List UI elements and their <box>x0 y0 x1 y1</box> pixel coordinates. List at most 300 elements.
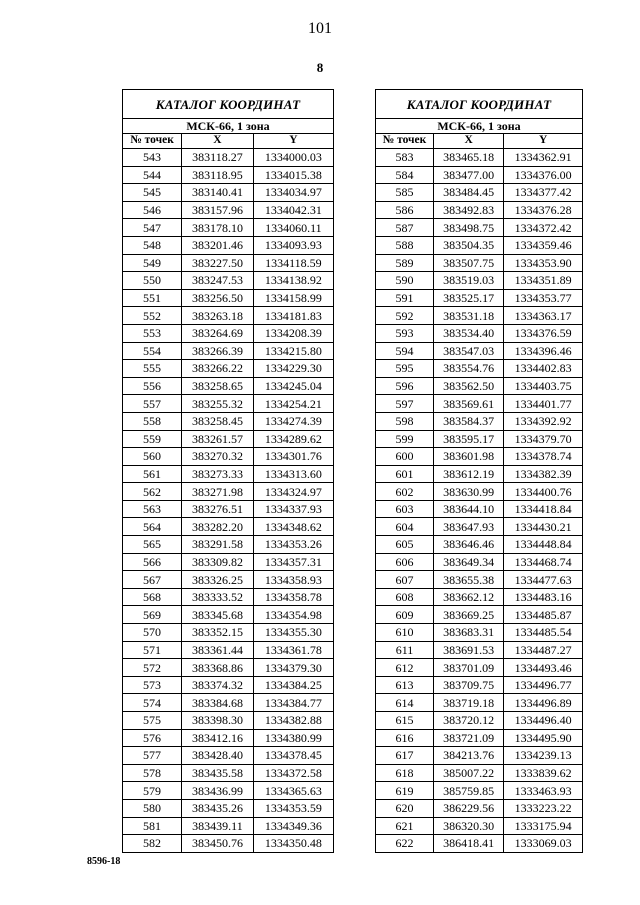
y-coordinate-cell: 1334118.59 <box>253 254 333 272</box>
y-coordinate-cell: 1334274.39 <box>253 412 333 430</box>
y-coordinate-cell: 1334337.93 <box>253 500 333 518</box>
point-number-cell: 599 <box>376 430 434 448</box>
point-number-cell: 560 <box>123 448 182 466</box>
x-coordinate-cell: 383721.09 <box>433 729 503 747</box>
x-coordinate-cell: 383554.76 <box>433 360 503 378</box>
point-number-cell: 607 <box>376 571 434 589</box>
table-row <box>376 360 583 378</box>
y-coordinate-cell: 1334418.84 <box>504 500 583 518</box>
point-number-cell: 604 <box>376 518 434 536</box>
table-row <box>123 412 334 430</box>
point-number-cell: 552 <box>123 307 182 325</box>
point-number-cell: 614 <box>376 694 434 712</box>
table-row <box>123 817 334 835</box>
y-coordinate-cell: 1334401.77 <box>504 395 583 413</box>
x-coordinate-cell: 383428.40 <box>182 747 254 765</box>
y-coordinate-cell: 1334379.70 <box>504 430 583 448</box>
table-row <box>123 430 334 448</box>
table-row <box>123 201 334 219</box>
table-row <box>123 465 334 483</box>
x-coordinate-cell: 383227.50 <box>182 254 254 272</box>
point-number-cell: 562 <box>123 483 182 501</box>
table-row <box>123 219 334 237</box>
x-coordinate-cell: 383258.45 <box>182 412 254 430</box>
y-coordinate-cell: 1334487.27 <box>504 641 583 659</box>
y-coordinate-cell: 1334403.75 <box>504 377 583 395</box>
table-row <box>123 166 334 184</box>
point-number-cell: 558 <box>123 412 182 430</box>
table-row <box>123 536 334 554</box>
table-row <box>376 377 583 395</box>
point-number-cell: 590 <box>376 272 434 290</box>
point-number-cell: 609 <box>376 606 434 624</box>
y-coordinate-cell: 1334430.21 <box>504 518 583 536</box>
y-coordinate-cell: 1334396.46 <box>504 342 583 360</box>
x-coordinate-cell: 383398.30 <box>182 712 254 730</box>
y-coordinate-cell: 1334485.54 <box>504 624 583 642</box>
x-coordinate-cell: 383492.83 <box>433 201 503 219</box>
x-coordinate-cell: 383118.27 <box>182 149 254 167</box>
x-coordinate-cell: 383256.50 <box>182 289 254 307</box>
y-coordinate-cell: 1334392.92 <box>504 412 583 430</box>
y-coordinate-cell: 1334093.93 <box>253 236 333 254</box>
y-coordinate-cell: 1334158.99 <box>253 289 333 307</box>
y-coordinate-cell: 1334496.77 <box>504 676 583 694</box>
x-coordinate-cell: 383255.32 <box>182 395 254 413</box>
y-coordinate-cell: 1334015.38 <box>253 166 333 184</box>
catalog-title: КАТАЛОГ КООРДИНАТ <box>376 90 583 119</box>
y-coordinate-cell: 1334379.30 <box>253 659 333 677</box>
y-coordinate-cell: 1334362.91 <box>504 149 583 167</box>
point-number-cell: 580 <box>123 799 182 817</box>
table-row <box>123 729 334 747</box>
table-row <box>376 676 583 694</box>
table-row <box>123 641 334 659</box>
table-row <box>376 272 583 290</box>
point-number-cell: 555 <box>123 360 182 378</box>
point-number-cell: 619 <box>376 782 434 800</box>
x-coordinate-cell: 383345.68 <box>182 606 254 624</box>
point-number-cell: 617 <box>376 747 434 765</box>
x-coordinate-cell: 383271.98 <box>182 483 254 501</box>
x-coordinate-cell: 383266.39 <box>182 342 254 360</box>
x-coordinate-cell: 383178.10 <box>182 219 254 237</box>
x-coordinate-cell: 384213.76 <box>433 747 503 765</box>
table-row <box>376 412 583 430</box>
y-coordinate-cell: 1334495.90 <box>504 729 583 747</box>
y-coordinate-cell: 1334353.90 <box>504 254 583 272</box>
table-row <box>376 817 583 835</box>
x-coordinate-cell: 383601.98 <box>433 448 503 466</box>
point-number-cell: 610 <box>376 624 434 642</box>
x-coordinate-cell: 383547.03 <box>433 342 503 360</box>
point-number-cell: 611 <box>376 641 434 659</box>
point-number-cell: 579 <box>123 782 182 800</box>
y-coordinate-cell: 1334384.25 <box>253 676 333 694</box>
table-row <box>376 694 583 712</box>
x-coordinate-cell: 383247.53 <box>182 272 254 290</box>
table-row <box>123 835 334 853</box>
x-coordinate-cell: 383477.00 <box>433 166 503 184</box>
y-coordinate-cell: 1334357.31 <box>253 553 333 571</box>
y-coordinate-cell: 1334239.13 <box>504 747 583 765</box>
table-row <box>123 571 334 589</box>
point-number-cell: 592 <box>376 307 434 325</box>
x-coordinate-cell: 383647.93 <box>433 518 503 536</box>
table-row <box>376 342 583 360</box>
table-row <box>376 254 583 272</box>
x-coordinate-cell: 383669.25 <box>433 606 503 624</box>
point-number-cell: 551 <box>123 289 182 307</box>
table-row <box>123 377 334 395</box>
x-coordinate-cell: 383498.75 <box>433 219 503 237</box>
x-coordinate-cell: 383333.52 <box>182 588 254 606</box>
y-coordinate-cell: 1334353.77 <box>504 289 583 307</box>
point-number-cell: 603 <box>376 500 434 518</box>
y-coordinate-cell: 1334402.83 <box>504 360 583 378</box>
table-row <box>376 712 583 730</box>
y-coordinate-cell: 1334380.99 <box>253 729 333 747</box>
y-coordinate-cell: 1334468.74 <box>504 553 583 571</box>
point-number-cell: 559 <box>123 430 182 448</box>
table-row <box>123 149 334 167</box>
y-coordinate-cell: 1334138.92 <box>253 272 333 290</box>
x-coordinate-cell: 383484.45 <box>433 184 503 202</box>
table-row <box>376 624 583 642</box>
table-row <box>123 500 334 518</box>
x-coordinate-cell: 383450.76 <box>182 835 254 853</box>
point-number-cell: 591 <box>376 289 434 307</box>
point-number-cell: 595 <box>376 360 434 378</box>
table-row <box>123 236 334 254</box>
y-coordinate-cell: 1334363.17 <box>504 307 583 325</box>
point-number-cell: 572 <box>123 659 182 677</box>
x-coordinate-cell: 383584.37 <box>433 412 503 430</box>
y-coordinate-cell: 1334358.93 <box>253 571 333 589</box>
table-row <box>123 606 334 624</box>
table-row <box>123 676 334 694</box>
y-coordinate-cell: 1334496.89 <box>504 694 583 712</box>
x-coordinate-cell: 383263.18 <box>182 307 254 325</box>
x-coordinate-cell: 383276.51 <box>182 500 254 518</box>
point-number-cell: 561 <box>123 465 182 483</box>
point-number-cell: 616 <box>376 729 434 747</box>
point-number-cell: 573 <box>123 676 182 694</box>
point-number-cell: 581 <box>123 817 182 835</box>
table-row <box>376 659 583 677</box>
y-coordinate-cell: 1334448.84 <box>504 536 583 554</box>
x-coordinate-cell: 386418.41 <box>433 835 503 853</box>
table-row <box>376 149 583 167</box>
table-row <box>376 236 583 254</box>
y-coordinate-cell: 1334376.00 <box>504 166 583 184</box>
table-row <box>376 430 583 448</box>
x-coordinate-cell: 383683.31 <box>433 624 503 642</box>
point-number-cell: 582 <box>123 835 182 853</box>
x-coordinate-cell: 383412.16 <box>182 729 254 747</box>
table-row <box>123 747 334 765</box>
y-coordinate-cell: 1334382.88 <box>253 712 333 730</box>
table-body <box>376 149 583 853</box>
x-coordinate-cell: 383326.25 <box>182 571 254 589</box>
point-number-cell: 615 <box>376 712 434 730</box>
point-number-cell: 568 <box>123 588 182 606</box>
y-coordinate-cell: 1333223.22 <box>504 799 583 817</box>
table-row <box>123 342 334 360</box>
coordinate-catalog-table-right <box>375 89 583 853</box>
x-coordinate-cell: 383118.95 <box>182 166 254 184</box>
point-number-cell: 601 <box>376 465 434 483</box>
y-coordinate-cell: 1334377.42 <box>504 184 583 202</box>
point-number-cell: 546 <box>123 201 182 219</box>
x-coordinate-cell: 386320.30 <box>433 817 503 835</box>
table-row <box>376 536 583 554</box>
point-number-cell: 544 <box>123 166 182 184</box>
table-row <box>123 518 334 536</box>
x-coordinate-cell: 383435.26 <box>182 799 254 817</box>
point-number-cell: 589 <box>376 254 434 272</box>
y-coordinate-cell: 1334376.28 <box>504 201 583 219</box>
point-number-cell: 594 <box>376 342 434 360</box>
column-header-point-number: № точек <box>376 134 434 149</box>
x-coordinate-cell: 383368.86 <box>182 659 254 677</box>
y-coordinate-cell: 1334372.58 <box>253 764 333 782</box>
page-number: 101 <box>308 20 332 37</box>
table-row <box>123 764 334 782</box>
table-row <box>123 448 334 466</box>
x-coordinate-cell: 383531.18 <box>433 307 503 325</box>
column-header-point-number: № точек <box>123 134 182 149</box>
x-coordinate-cell: 383361.44 <box>182 641 254 659</box>
table-row <box>376 483 583 501</box>
x-coordinate-cell: 383273.33 <box>182 465 254 483</box>
table-row <box>376 764 583 782</box>
table-row <box>376 729 583 747</box>
point-number-cell: 570 <box>123 624 182 642</box>
y-coordinate-cell: 1334000.03 <box>253 149 333 167</box>
y-coordinate-cell: 1334376.59 <box>504 324 583 342</box>
point-number-cell: 549 <box>123 254 182 272</box>
table-row <box>376 799 583 817</box>
point-number-cell: 557 <box>123 395 182 413</box>
x-coordinate-cell: 386229.56 <box>433 799 503 817</box>
x-coordinate-cell: 383691.53 <box>433 641 503 659</box>
column-header-y: Y <box>504 134 583 149</box>
column-header-y: Y <box>253 134 333 149</box>
point-number-cell: 620 <box>376 799 434 817</box>
point-number-cell: 612 <box>376 659 434 677</box>
x-coordinate-cell: 383266.22 <box>182 360 254 378</box>
point-number-cell: 567 <box>123 571 182 589</box>
x-coordinate-cell: 383630.99 <box>433 483 503 501</box>
point-number-cell: 576 <box>123 729 182 747</box>
x-coordinate-cell: 383719.18 <box>433 694 503 712</box>
y-coordinate-cell: 1334378.45 <box>253 747 333 765</box>
point-number-cell: 550 <box>123 272 182 290</box>
y-coordinate-cell: 1333839.62 <box>504 764 583 782</box>
table-row <box>123 289 334 307</box>
y-coordinate-cell: 1334361.78 <box>253 641 333 659</box>
y-coordinate-cell: 1334355.30 <box>253 624 333 642</box>
table-row <box>123 395 334 413</box>
x-coordinate-cell: 383261.57 <box>182 430 254 448</box>
y-coordinate-cell: 1334324.97 <box>253 483 333 501</box>
x-coordinate-cell: 383701.09 <box>433 659 503 677</box>
x-coordinate-cell: 383270.32 <box>182 448 254 466</box>
point-number-cell: 577 <box>123 747 182 765</box>
table-row <box>376 395 583 413</box>
y-coordinate-cell: 1333175.94 <box>504 817 583 835</box>
table-row <box>123 553 334 571</box>
x-coordinate-cell: 383519.03 <box>433 272 503 290</box>
y-coordinate-cell: 1334382.39 <box>504 465 583 483</box>
table-row <box>123 694 334 712</box>
point-number-cell: 593 <box>376 324 434 342</box>
table-row <box>376 324 583 342</box>
table-row <box>376 219 583 237</box>
table-row <box>123 712 334 730</box>
y-coordinate-cell: 1334493.46 <box>504 659 583 677</box>
table-row <box>376 747 583 765</box>
table-row <box>376 166 583 184</box>
x-coordinate-cell: 383435.58 <box>182 764 254 782</box>
x-coordinate-cell: 383264.69 <box>182 324 254 342</box>
y-coordinate-cell: 1334313.60 <box>253 465 333 483</box>
x-coordinate-cell: 383436.99 <box>182 782 254 800</box>
point-number-cell: 613 <box>376 676 434 694</box>
x-coordinate-cell: 383507.75 <box>433 254 503 272</box>
table-row <box>123 659 334 677</box>
point-number-cell: 586 <box>376 201 434 219</box>
point-number-cell: 543 <box>123 149 182 167</box>
y-coordinate-cell: 1334215.80 <box>253 342 333 360</box>
y-coordinate-cell: 1334372.42 <box>504 219 583 237</box>
table-row <box>376 782 583 800</box>
table-row <box>376 201 583 219</box>
x-coordinate-cell: 383352.15 <box>182 624 254 642</box>
point-number-cell: 545 <box>123 184 182 202</box>
x-coordinate-cell: 383720.12 <box>433 712 503 730</box>
table-row <box>376 835 583 853</box>
point-number-cell: 566 <box>123 553 182 571</box>
y-coordinate-cell: 1334042.31 <box>253 201 333 219</box>
point-number-cell: 574 <box>123 694 182 712</box>
table-row <box>123 799 334 817</box>
point-number-cell: 600 <box>376 448 434 466</box>
x-coordinate-cell: 385007.22 <box>433 764 503 782</box>
y-coordinate-cell: 1334358.78 <box>253 588 333 606</box>
point-number-cell: 618 <box>376 764 434 782</box>
point-number-cell: 622 <box>376 835 434 853</box>
point-number-cell: 602 <box>376 483 434 501</box>
point-number-cell: 598 <box>376 412 434 430</box>
y-coordinate-cell: 1334181.83 <box>253 307 333 325</box>
point-number-cell: 621 <box>376 817 434 835</box>
x-coordinate-cell: 383374.32 <box>182 676 254 694</box>
table-row <box>123 307 334 325</box>
x-coordinate-cell: 383309.82 <box>182 553 254 571</box>
x-coordinate-cell: 383569.61 <box>433 395 503 413</box>
point-number-cell: 548 <box>123 236 182 254</box>
x-coordinate-cell: 383258.65 <box>182 377 254 395</box>
x-coordinate-cell: 383439.11 <box>182 817 254 835</box>
point-number-cell: 563 <box>123 500 182 518</box>
coordinate-catalog-table-left <box>122 89 334 853</box>
table-row <box>376 289 583 307</box>
y-coordinate-cell: 1334348.62 <box>253 518 333 536</box>
point-number-cell: 587 <box>376 219 434 237</box>
y-coordinate-cell: 1334289.62 <box>253 430 333 448</box>
y-coordinate-cell: 1334351.89 <box>504 272 583 290</box>
x-coordinate-cell: 383562.50 <box>433 377 503 395</box>
x-coordinate-cell: 383140.41 <box>182 184 254 202</box>
point-number-cell: 554 <box>123 342 182 360</box>
table-row <box>123 254 334 272</box>
x-coordinate-cell: 385759.85 <box>433 782 503 800</box>
x-coordinate-cell: 383655.38 <box>433 571 503 589</box>
y-coordinate-cell: 1334208.39 <box>253 324 333 342</box>
table-row <box>376 184 583 202</box>
table-row <box>376 606 583 624</box>
x-coordinate-cell: 383201.46 <box>182 236 254 254</box>
table-row <box>123 588 334 606</box>
y-coordinate-cell: 1334301.76 <box>253 448 333 466</box>
x-coordinate-cell: 383504.35 <box>433 236 503 254</box>
y-coordinate-cell: 1334254.21 <box>253 395 333 413</box>
table-row <box>376 518 583 536</box>
table-row <box>123 360 334 378</box>
table-row <box>376 448 583 466</box>
table-row <box>123 324 334 342</box>
y-coordinate-cell: 1334378.74 <box>504 448 583 466</box>
y-coordinate-cell: 1334034.97 <box>253 184 333 202</box>
x-coordinate-cell: 383525.17 <box>433 289 503 307</box>
point-number-cell: 606 <box>376 553 434 571</box>
y-coordinate-cell: 1334400.76 <box>504 483 583 501</box>
table-row <box>376 588 583 606</box>
point-number-cell: 585 <box>376 184 434 202</box>
y-coordinate-cell: 1333069.03 <box>504 835 583 853</box>
x-coordinate-cell: 383384.68 <box>182 694 254 712</box>
point-number-cell: 584 <box>376 166 434 184</box>
point-number-cell: 588 <box>376 236 434 254</box>
column-header-x: X <box>182 134 254 149</box>
x-coordinate-cell: 383595.17 <box>433 430 503 448</box>
x-coordinate-cell: 383534.40 <box>433 324 503 342</box>
table-row <box>376 307 583 325</box>
table-row <box>123 184 334 202</box>
y-coordinate-cell: 1334353.26 <box>253 536 333 554</box>
table-row <box>123 782 334 800</box>
table-row <box>123 272 334 290</box>
point-number-cell: 605 <box>376 536 434 554</box>
x-coordinate-cell: 383662.12 <box>433 588 503 606</box>
x-coordinate-cell: 383291.58 <box>182 536 254 554</box>
table-row <box>376 641 583 659</box>
point-number-cell: 583 <box>376 149 434 167</box>
sheet-number: 8 <box>316 60 324 75</box>
point-number-cell: 597 <box>376 395 434 413</box>
table-body <box>123 149 334 853</box>
x-coordinate-cell: 383709.75 <box>433 676 503 694</box>
x-coordinate-cell: 383646.46 <box>433 536 503 554</box>
point-number-cell: 575 <box>123 712 182 730</box>
y-coordinate-cell: 1334353.59 <box>253 799 333 817</box>
point-number-cell: 564 <box>123 518 182 536</box>
point-number-cell: 608 <box>376 588 434 606</box>
x-coordinate-cell: 383649.34 <box>433 553 503 571</box>
y-coordinate-cell: 1334245.04 <box>253 377 333 395</box>
